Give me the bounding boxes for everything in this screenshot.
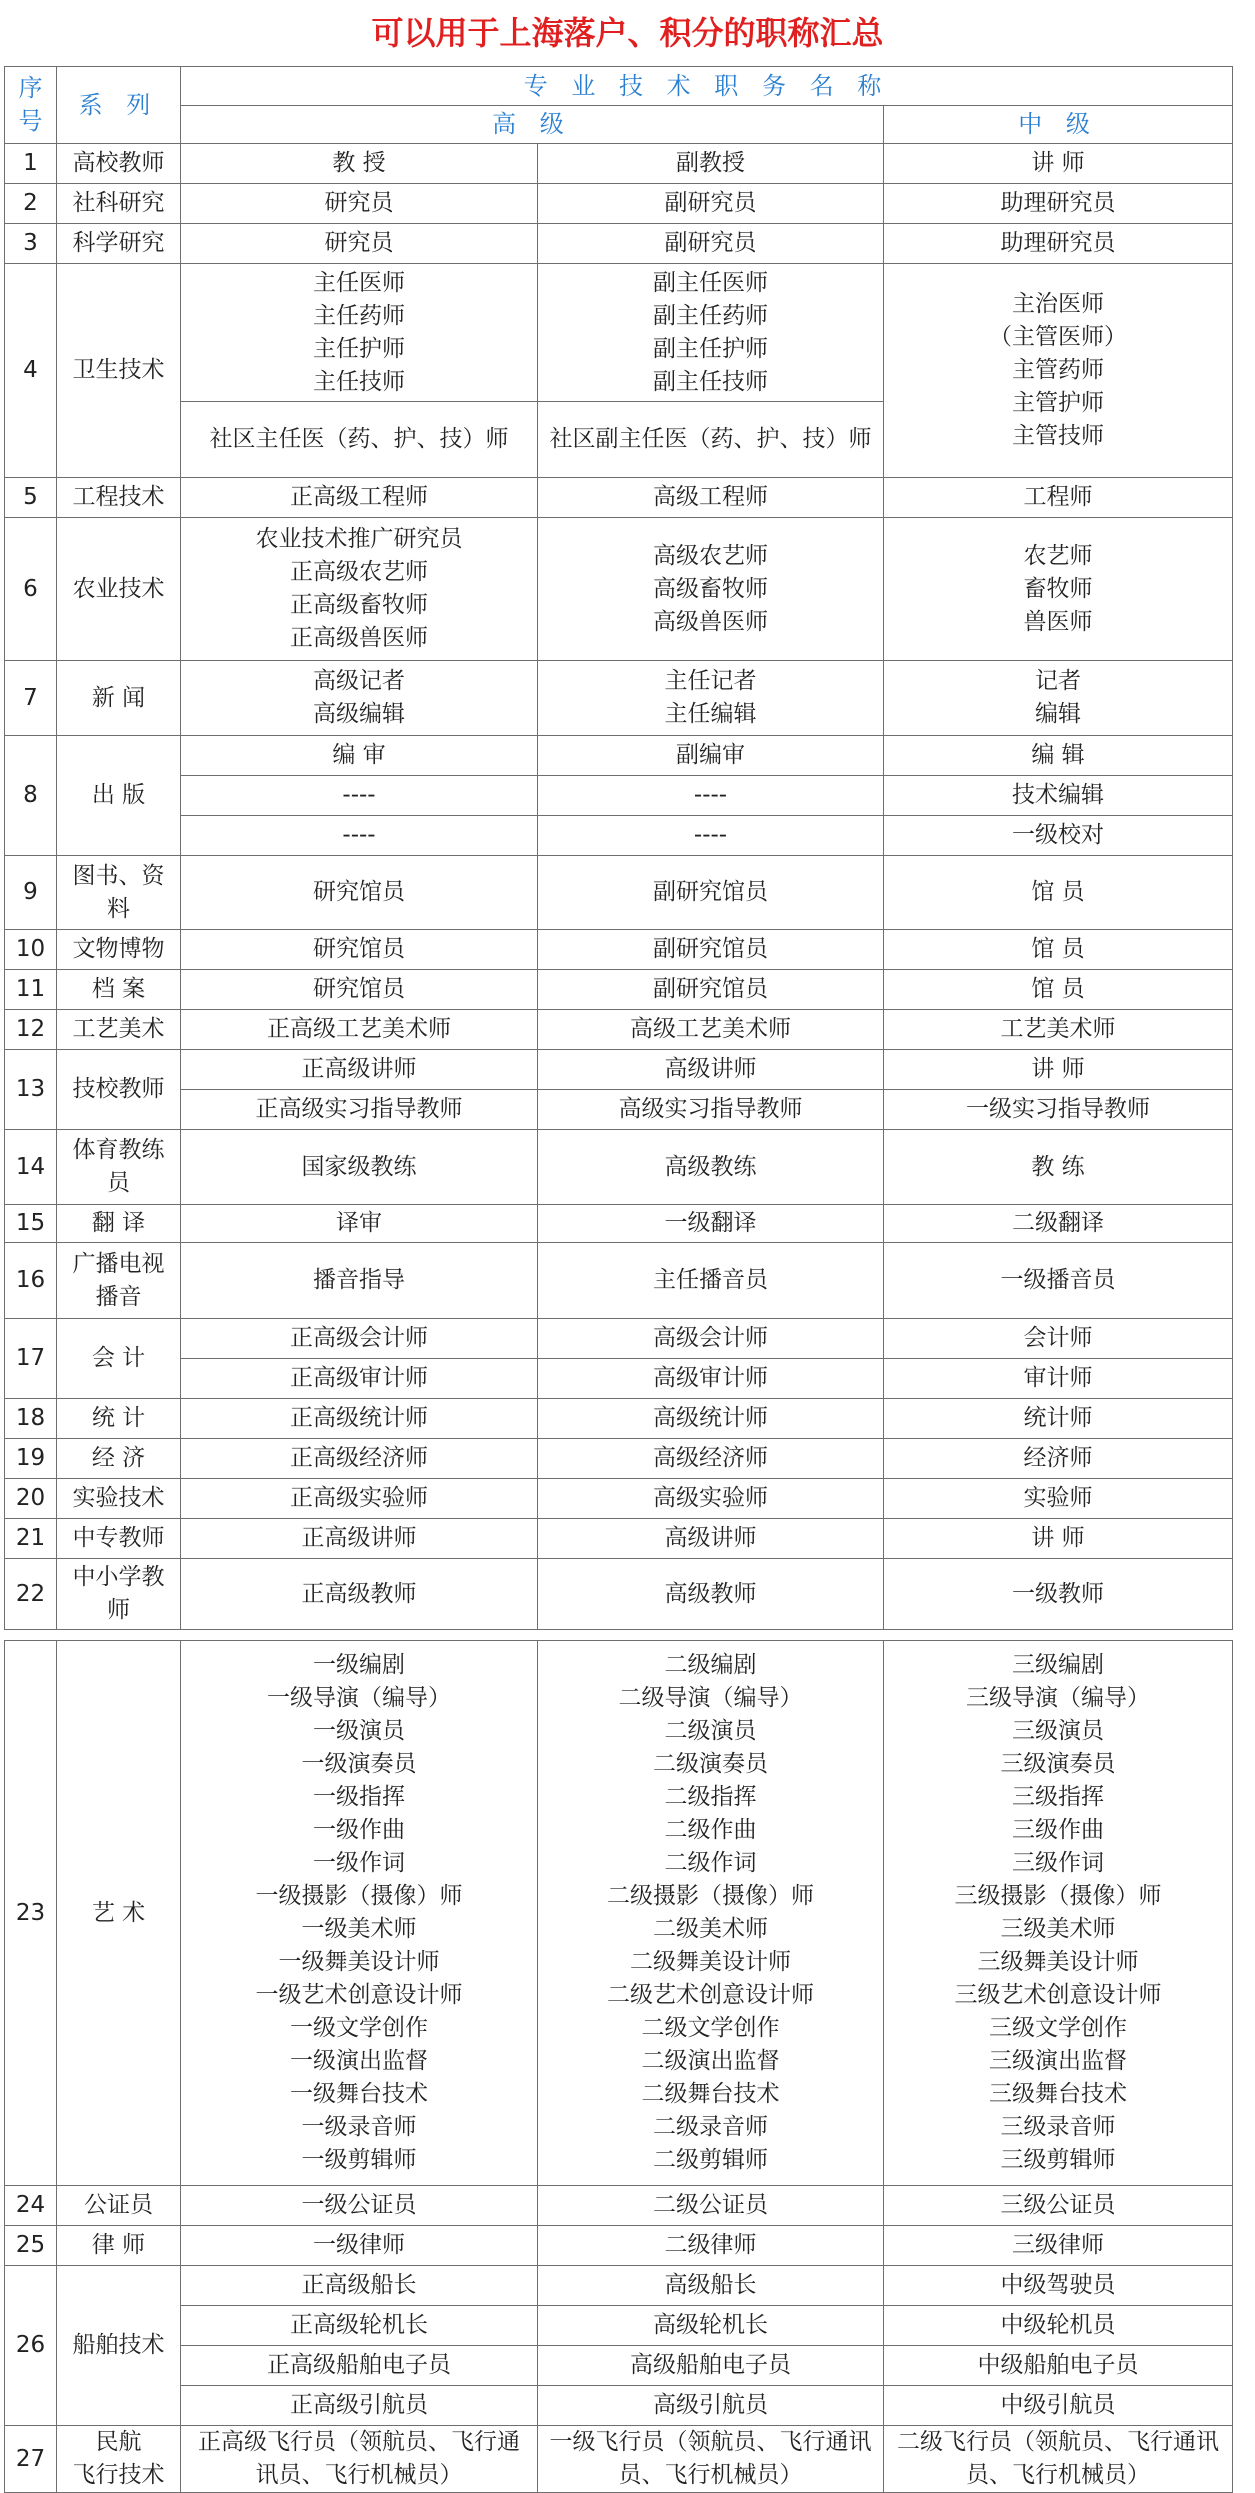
deputy-senior-cell: 高级会计师 [538, 1319, 884, 1359]
senior-cell: ---- [181, 816, 538, 856]
deputy-senior-cell: 二级律师 [538, 2226, 884, 2266]
series-cell: 文物博物 [57, 930, 181, 970]
table-row [5, 1359, 1233, 1399]
senior-cell: ---- [181, 776, 538, 816]
senior-cell: 高级记者 高级编辑 [181, 661, 538, 736]
senior-cell: 正高级会计师 [181, 1319, 538, 1359]
senior-cell: 正高级教师 [181, 1559, 538, 1630]
senior-cell: 农业技术推广研究员 正高级农艺师 正高级畜牧师 正高级兽医师 [181, 518, 538, 661]
table-row [5, 1319, 1233, 1359]
middle-cell: 农艺师 畜牧师 兽医师 [884, 518, 1233, 661]
deputy-senior-cell: 高级船长 [538, 2266, 884, 2306]
deputy-senior-cell: 高级轮机长 [538, 2306, 884, 2346]
table-row [5, 1519, 1233, 1559]
deputy-senior-cell: 社区副主任医（药、护、技）师 [538, 402, 884, 478]
title-table-part-2 [4, 1640, 1233, 2493]
header-middle: 中 级 [884, 106, 1233, 144]
series-cell: 高校教师 [57, 144, 181, 184]
deputy-senior-cell: 主任播音员 [538, 1243, 884, 1319]
table-row [5, 1559, 1233, 1630]
senior-cell: 一级公证员 [181, 2186, 538, 2226]
deputy-senior-cell: 高级教师 [538, 1559, 884, 1630]
deputy-senior-cell: 副研究员 [538, 224, 884, 264]
series-cell: 广播电视 播音 [57, 1243, 181, 1319]
middle-cell: 审计师 [884, 1359, 1233, 1399]
deputy-senior-cell: 二级公证员 [538, 2186, 884, 2226]
middle-cell: 中级驾驶员 [884, 2266, 1233, 2306]
table-row [5, 1130, 1233, 1205]
deputy-senior-cell: 高级经济师 [538, 1439, 884, 1479]
middle-cell: 三级编剧 三级导演（编导） 三级演员 三级演奏员 三级指挥 三级作曲 三级作词 三级摄影（摄像）师 三级美术师 三级舞美设计师 三级艺术创意设计师 三级文学创作 三级演出监督 三级舞台技术 三级录音师 三级剪辑师 [884, 1641, 1233, 2186]
senior-cell: 主任医师 主任药师 主任护师 主任技师 [181, 264, 538, 402]
row-no: 12 [5, 1010, 57, 1050]
series-cell: 统 计 [57, 1399, 181, 1439]
deputy-senior-cell: 高级教练 [538, 1130, 884, 1205]
deputy-senior-cell: 副教授 [538, 144, 884, 184]
middle-cell: 一级校对 [884, 816, 1233, 856]
senior-cell: 正高级飞行员（领航员、飞行通 讯员、飞行机械员） [181, 2426, 538, 2493]
deputy-senior-cell: 高级实验师 [538, 1479, 884, 1519]
senior-cell: 正高级船舶电子员 [181, 2346, 538, 2386]
middle-cell: 技术编辑 [884, 776, 1233, 816]
table-row [5, 1243, 1233, 1319]
table-row [5, 518, 1233, 661]
deputy-senior-cell: 副主任医师 副主任药师 副主任护师 副主任技师 [538, 264, 884, 402]
middle-cell: 工程师 [884, 478, 1233, 518]
senior-cell: 一级律师 [181, 2226, 538, 2266]
table-row [5, 816, 1233, 856]
row-no: 26 [5, 2266, 57, 2426]
row-no: 10 [5, 930, 57, 970]
table-row [5, 776, 1233, 816]
table-row [5, 2386, 1233, 2426]
deputy-senior-cell: ---- [538, 776, 884, 816]
page-title: 可以用于上海落户、积分的职称汇总 [371, 14, 884, 52]
table-row [5, 2186, 1233, 2226]
table-row [5, 1050, 1233, 1090]
series-cell: 科学研究 [57, 224, 181, 264]
series-cell: 翻 译 [57, 1205, 181, 1243]
row-no: 14 [5, 1130, 57, 1205]
table-row [5, 2426, 1233, 2493]
row-no: 18 [5, 1399, 57, 1439]
row-no: 1 [5, 144, 57, 184]
series-cell: 中小学教 师 [57, 1559, 181, 1630]
senior-cell: 正高级实验师 [181, 1479, 538, 1519]
row-no: 3 [5, 224, 57, 264]
header-row-2 [5, 106, 1233, 144]
row-no: 5 [5, 478, 57, 518]
deputy-senior-cell: 高级引航员 [538, 2386, 884, 2426]
table-row [5, 1090, 1233, 1130]
middle-cell: 一级教师 [884, 1559, 1233, 1630]
series-cell: 民航 飞行技术 [57, 2426, 181, 2493]
series-cell: 船舶技术 [57, 2266, 181, 2426]
deputy-senior-cell: 副研究馆员 [538, 970, 884, 1010]
table-row [5, 1399, 1233, 1439]
table-row [5, 856, 1233, 930]
deputy-senior-cell: 高级实习指导教师 [538, 1090, 884, 1130]
middle-cell: 讲 师 [884, 1050, 1233, 1090]
series-cell: 出 版 [57, 736, 181, 856]
senior-cell: 一级编剧 一级导演（编导） 一级演员 一级演奏员 一级指挥 一级作曲 一级作词 一级摄影（摄像）师 一级美术师 一级舞美设计师 一级艺术创意设计师 一级文学创作 一级演出监督 一级舞台技术 一级录音师 一级剪辑师 [181, 1641, 538, 2186]
senior-cell: 正高级引航员 [181, 2386, 538, 2426]
table-row [5, 184, 1233, 224]
series-cell: 公证员 [57, 2186, 181, 2226]
senior-cell: 正高级实习指导教师 [181, 1090, 538, 1130]
table-row [5, 930, 1233, 970]
senior-cell: 研究员 [181, 184, 538, 224]
senior-cell: 国家级教练 [181, 1130, 538, 1205]
series-cell: 经 济 [57, 1439, 181, 1479]
table-row [5, 264, 1233, 402]
series-cell: 新 闻 [57, 661, 181, 736]
middle-cell: 中级船舶电子员 [884, 2346, 1233, 2386]
middle-cell: 工艺美术师 [884, 1010, 1233, 1050]
senior-cell: 教 授 [181, 144, 538, 184]
title-table-part-1 [4, 66, 1233, 1630]
series-cell: 图书、资 料 [57, 856, 181, 930]
middle-cell: 编 辑 [884, 736, 1233, 776]
header-series: 系 列 [57, 67, 181, 144]
deputy-senior-cell: 高级统计师 [538, 1399, 884, 1439]
series-cell: 体育教练 员 [57, 1130, 181, 1205]
senior-cell: 正高级工艺美术师 [181, 1010, 538, 1050]
row-no: 19 [5, 1439, 57, 1479]
table-row [5, 478, 1233, 518]
deputy-senior-cell: 高级讲师 [538, 1050, 884, 1090]
middle-cell: 一级实习指导教师 [884, 1090, 1233, 1130]
table-row [5, 2306, 1233, 2346]
senior-cell: 研究馆员 [181, 930, 538, 970]
header-group: 专 业 技 术 职 务 名 称 [181, 67, 1233, 106]
table-row [5, 2346, 1233, 2386]
middle-cell: 记者 编辑 [884, 661, 1233, 736]
senior-cell: 正高级经济师 [181, 1439, 538, 1479]
series-cell: 卫生技术 [57, 264, 181, 478]
row-no: 23 [5, 1641, 57, 2186]
row-no: 8 [5, 736, 57, 856]
table-row [5, 224, 1233, 264]
series-cell: 律 师 [57, 2226, 181, 2266]
middle-cell: 经济师 [884, 1439, 1233, 1479]
middle-cell: 馆 员 [884, 856, 1233, 930]
senior-cell: 正高级船长 [181, 2266, 538, 2306]
table-row [5, 661, 1233, 736]
middle-cell: 馆 员 [884, 970, 1233, 1010]
deputy-senior-cell: 副研究馆员 [538, 930, 884, 970]
row-no: 11 [5, 970, 57, 1010]
deputy-senior-cell: 高级讲师 [538, 1519, 884, 1559]
senior-cell: 研究馆员 [181, 970, 538, 1010]
row-no: 22 [5, 1559, 57, 1630]
senior-cell: 社区主任医（药、护、技）师 [181, 402, 538, 478]
middle-cell: 助理研究员 [884, 184, 1233, 224]
deputy-senior-cell: ---- [538, 816, 884, 856]
row-no: 27 [5, 2426, 57, 2493]
deputy-senior-cell: 高级船舶电子员 [538, 2346, 884, 2386]
table-row [5, 144, 1233, 184]
row-no: 21 [5, 1519, 57, 1559]
middle-cell: 会计师 [884, 1319, 1233, 1359]
deputy-senior-cell: 高级工艺美术师 [538, 1010, 884, 1050]
row-no: 4 [5, 264, 57, 478]
series-cell: 社科研究 [57, 184, 181, 224]
table-row [5, 1205, 1233, 1243]
table-row [5, 970, 1233, 1010]
deputy-senior-cell: 副编审 [538, 736, 884, 776]
senior-cell: 研究馆员 [181, 856, 538, 930]
middle-cell: 统计师 [884, 1399, 1233, 1439]
middle-cell: 一级播音员 [884, 1243, 1233, 1319]
middle-cell: 三级公证员 [884, 2186, 1233, 2226]
deputy-senior-cell: 高级农艺师 高级畜牧师 高级兽医师 [538, 518, 884, 661]
row-no: 15 [5, 1205, 57, 1243]
middle-cell: 讲 师 [884, 1519, 1233, 1559]
middle-cell: 二级翻译 [884, 1205, 1233, 1243]
deputy-senior-cell: 主任记者 主任编辑 [538, 661, 884, 736]
middle-cell: 中级引航员 [884, 2386, 1233, 2426]
deputy-senior-cell: 一级飞行员（领航员、飞行通讯 员、飞行机械员） [538, 2426, 884, 2493]
middle-cell: 三级律师 [884, 2226, 1233, 2266]
series-cell: 艺 术 [57, 1641, 181, 2186]
series-cell: 农业技术 [57, 518, 181, 661]
deputy-senior-cell: 副研究员 [538, 184, 884, 224]
table-row [5, 2266, 1233, 2306]
row-no: 25 [5, 2226, 57, 2266]
series-cell: 工艺美术 [57, 1010, 181, 1050]
deputy-senior-cell: 一级翻译 [538, 1205, 884, 1243]
senior-cell: 正高级讲师 [181, 1050, 538, 1090]
senior-cell: 正高级工程师 [181, 478, 538, 518]
middle-cell: 助理研究员 [884, 224, 1233, 264]
table-row [5, 1010, 1233, 1050]
table-row [5, 1479, 1233, 1519]
senior-cell: 译审 [181, 1205, 538, 1243]
middle-cell: 主治医师 （主管医师） 主管药师 主管护师 主管技师 [884, 264, 1233, 478]
table-row [5, 1439, 1233, 1479]
row-no: 7 [5, 661, 57, 736]
header-row [5, 67, 1233, 106]
deputy-senior-cell: 高级审计师 [538, 1359, 884, 1399]
row-no: 9 [5, 856, 57, 930]
senior-cell: 播音指导 [181, 1243, 538, 1319]
series-cell: 中专教师 [57, 1519, 181, 1559]
senior-cell: 正高级讲师 [181, 1519, 538, 1559]
senior-cell: 正高级统计师 [181, 1399, 538, 1439]
series-cell: 实验技术 [57, 1479, 181, 1519]
senior-cell: 研究员 [181, 224, 538, 264]
series-cell: 技校教师 [57, 1050, 181, 1130]
middle-cell: 实验师 [884, 1479, 1233, 1519]
middle-cell: 二级飞行员（领航员、飞行通讯 员、飞行机械员） [884, 2426, 1233, 2493]
row-no: 13 [5, 1050, 57, 1130]
row-no: 17 [5, 1319, 57, 1399]
header-senior: 高 级 [181, 106, 884, 144]
table-row [5, 736, 1233, 776]
row-no: 16 [5, 1243, 57, 1319]
series-cell: 档 案 [57, 970, 181, 1010]
table-row [5, 2226, 1233, 2266]
table-row [5, 1641, 1233, 2186]
deputy-senior-cell: 高级工程师 [538, 478, 884, 518]
middle-cell: 教 练 [884, 1130, 1233, 1205]
row-no: 20 [5, 1479, 57, 1519]
deputy-senior-cell: 二级编剧 二级导演（编导） 二级演员 二级演奏员 二级指挥 二级作曲 二级作词 二级摄影（摄像）师 二级美术师 二级舞美设计师 二级艺术创意设计师 二级文学创作 二级演出监督 二级舞台技术 二级录音师 二级剪辑师 [538, 1641, 884, 2186]
middle-cell: 馆 员 [884, 930, 1233, 970]
senior-cell: 正高级审计师 [181, 1359, 538, 1399]
senior-cell: 正高级轮机长 [181, 2306, 538, 2346]
row-no: 2 [5, 184, 57, 224]
series-cell: 工程技术 [57, 478, 181, 518]
middle-cell: 讲 师 [884, 144, 1233, 184]
middle-cell: 中级轮机员 [884, 2306, 1233, 2346]
series-cell: 会 计 [57, 1319, 181, 1399]
row-no: 24 [5, 2186, 57, 2226]
deputy-senior-cell: 副研究馆员 [538, 856, 884, 930]
header-no: 序 号 [5, 67, 57, 144]
row-no: 6 [5, 518, 57, 661]
senior-cell: 编 审 [181, 736, 538, 776]
